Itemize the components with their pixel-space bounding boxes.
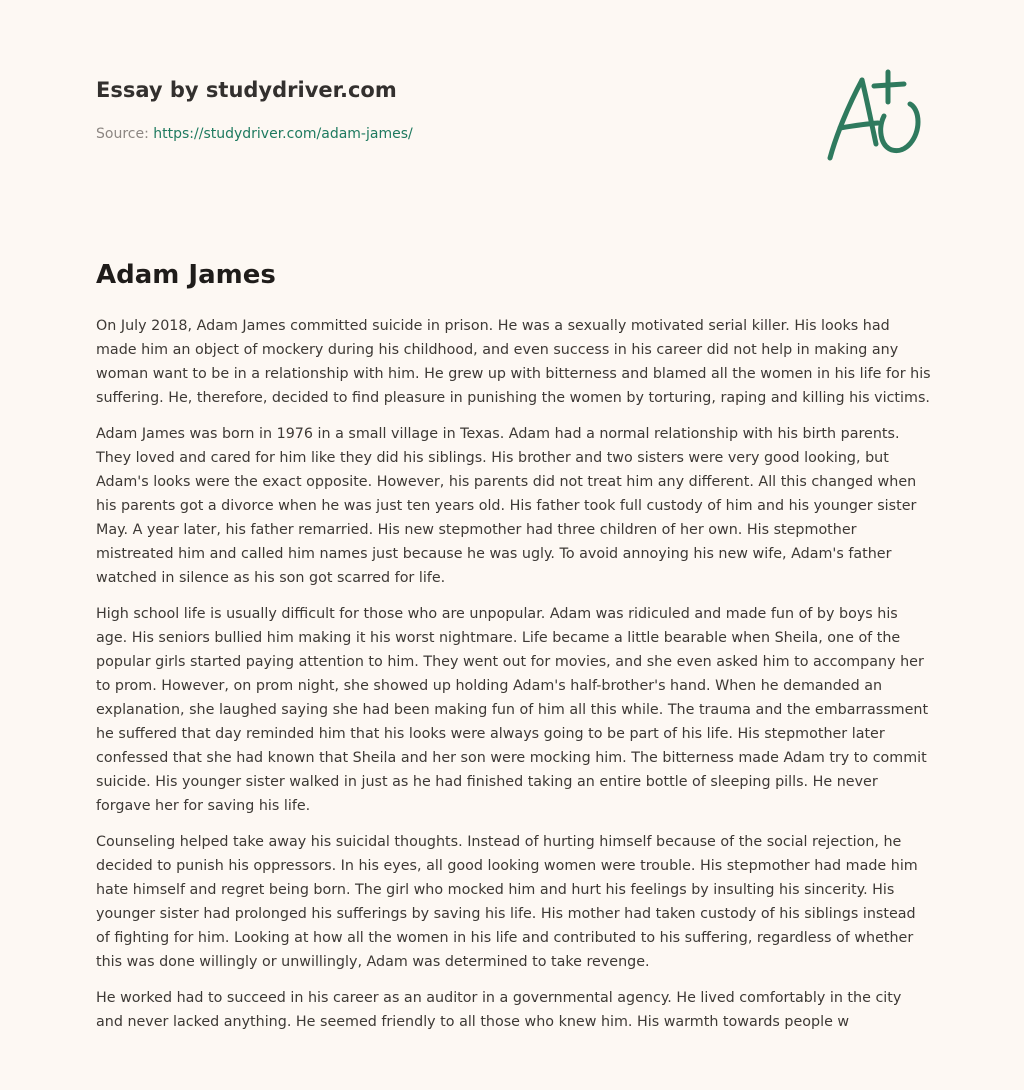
essay-title: Adam James xyxy=(96,260,276,290)
essay-header xyxy=(96,76,796,144)
a-plus-logo-icon xyxy=(822,66,932,166)
source-link[interactable]: https://studydriver.com/adam-james/ xyxy=(153,126,413,142)
paragraph: On July 2018, Adam James committed suicide in prison. He was a sexually motivated serial killer. His looks had made him an object of mockery during his childhood, and even success in his career did not help in making any woman want to be in a relationship with him. He grew up with bitterness and blamed all the women in his life for his suffering. He, therefore, decided to find pleasure in punishing the women by torturing, raping and killing his victims. xyxy=(96,318,931,406)
paragraph: High school life is usually difficult for those who are unpopular. Adam was ridiculed and made fun of by boys his age. His seniors bullied him making it his worst nightmare. Life became a little bearable when Sheila, one of the popular girls started paying attention to him. They went out for movies, and she even asked him to accompany her to prom. However, on prom night, she showed up holding Adam's half-brother's hand. When he demanded an explanation, she laughed saying she had been making fun of him all this while. The trauma and the embarrassment he suffered that day reminded him that his looks were always going to be part of his life. His stepmother later confessed that she had known that Sheila and her son were mocking him. The bitterness made Adam try to commit suicide. His younger sister walked in just as he had finished taking an entire bottle of sleeping pills. He never forgave her for saving his life. xyxy=(96,606,929,814)
paragraph: Adam James was born in 1976 in a small village in Texas. Adam had a normal relationship with his birth parents. They loved and cared for him like they did his siblings. His brother and two sisters were very good looking, but Adam's looks were the exact opposite. However, his parents did not treat him any different. All this changed when his parents got a divorce when he was just ten years old. His father took full custody of him and his younger sister May. A year later, his father remarried. His new stepmother had three children of her own. His stepmother mistreated him and called him names just because he was ugly. To avoid annoying his new wife, Adam's father watched in silence as his son got scarred for life. xyxy=(96,426,917,586)
source-line xyxy=(96,124,796,144)
site-title: Essay by studydriver.com xyxy=(96,78,397,102)
paragraph: Counseling helped take away his suicidal thoughts. Instead of hurting himself because of the social rejection, he decided to punish his oppressors. In his eyes, all good looking women were trouble. His stepmother had made him hate himself and regret being born. The girl who mocked him and hurt his feelings by insulting his sincerity. His younger sister had prolonged his sufferings by saving his life. His mother had taken custody of his siblings instead of fighting for him. Looking at how all the women in his life and contributed to his suffering, regardless of whether this was done willingly or unwillingly, Adam was determined to take revenge. xyxy=(96,834,918,970)
source-label: Source: xyxy=(96,126,154,142)
essay-body xyxy=(96,314,932,1046)
paragraph: He worked had to succeed in his career as an auditor in a governmental agency. He lived comfortably in the city and never lacked anything. He seemed friendly to all those who knew him. His warmth towards people w xyxy=(96,990,902,1030)
